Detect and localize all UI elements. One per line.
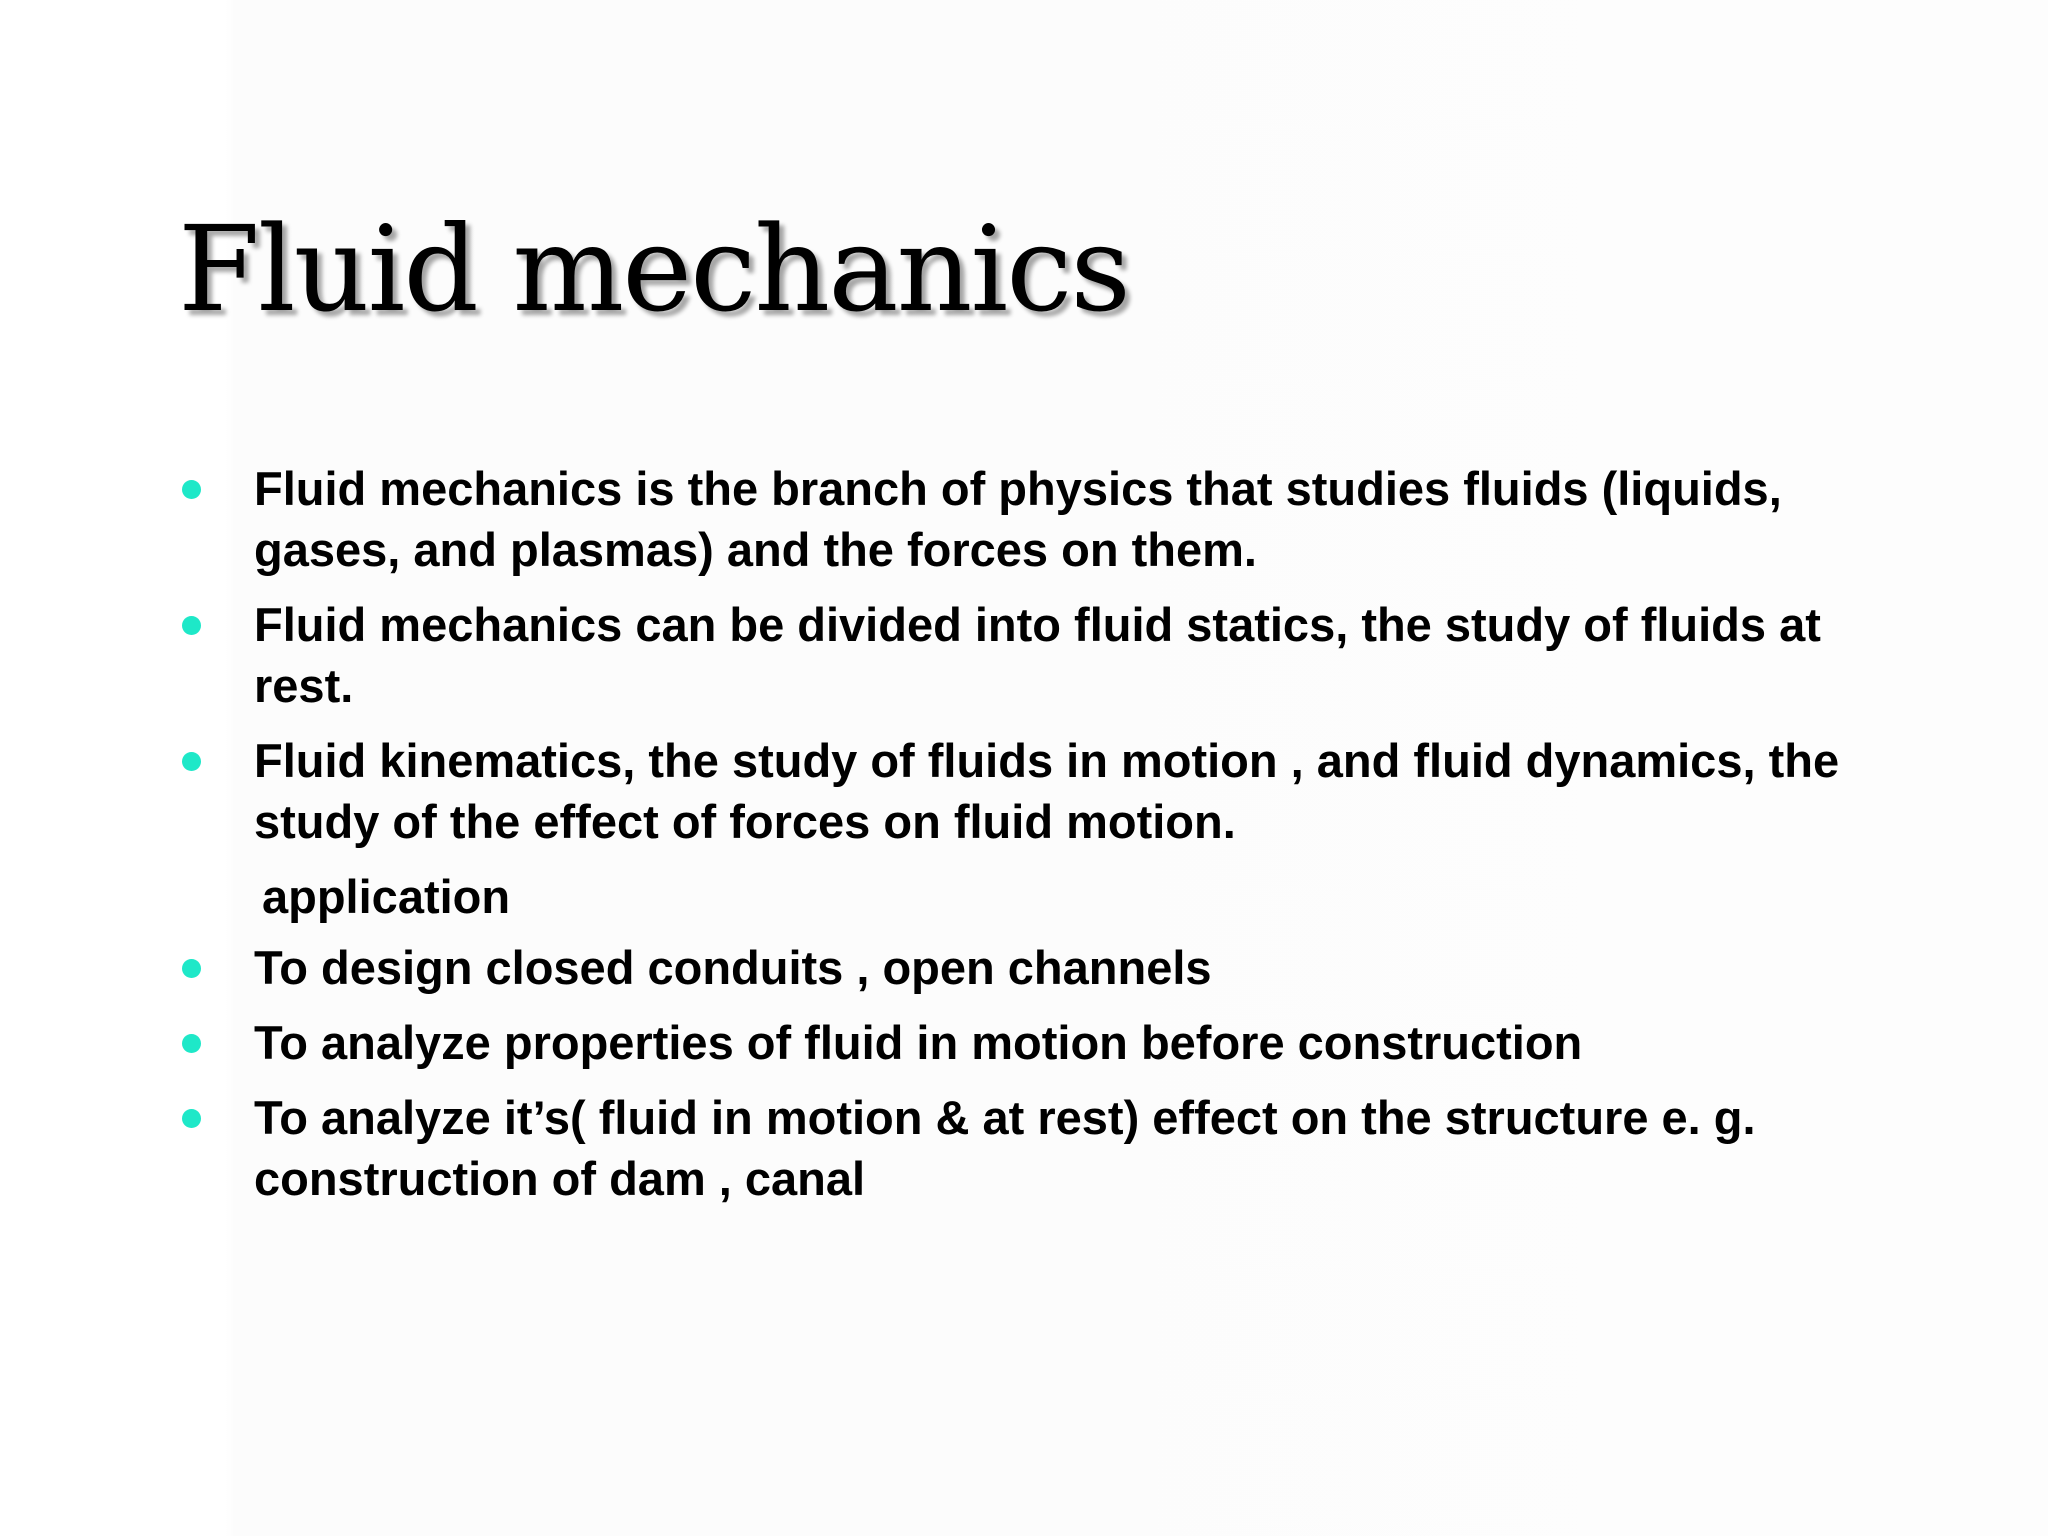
bullet-dot-icon	[182, 1034, 201, 1053]
bullet-dot-icon	[182, 752, 201, 771]
list-item-text: Fluid kinematics, the study of fluids in motion , and fluid dynamics, the study of the effect of forces on fluid motion.	[254, 734, 1840, 848]
bullet-dot-icon	[182, 959, 201, 978]
list-item	[178, 458, 1858, 580]
bullet-dot-icon	[182, 1109, 201, 1128]
slide-title: Fluid mechanics	[178, 200, 1129, 338]
bullet-dot-icon	[182, 480, 201, 499]
subheading-text: application	[262, 870, 511, 923]
list-item-text: Fluid mechanics can be divided into fluid statics, the study of fluids at rest.	[254, 598, 1821, 712]
subheading-application	[178, 866, 1858, 927]
list-item	[178, 1012, 1858, 1073]
list-item-text: To analyze it’s( fluid in motion & at rest) effect on the structure e. g. construction of dam , canal	[254, 1091, 1756, 1205]
bullet-dot-icon	[182, 616, 201, 635]
list-item	[178, 730, 1858, 852]
list-item-text: To design closed conduits , open channels	[254, 941, 1212, 994]
list-item-text: To analyze properties of fluid in motion before construction	[254, 1016, 1583, 1069]
list-item-text: Fluid mechanics is the branch of physics that studies fluids (liquids, gases, and plasmas) and the forces on them.	[254, 462, 1782, 576]
bullet-list	[178, 458, 1858, 1223]
list-item	[178, 1087, 1858, 1209]
list-item	[178, 594, 1858, 716]
list-item	[178, 937, 1858, 998]
